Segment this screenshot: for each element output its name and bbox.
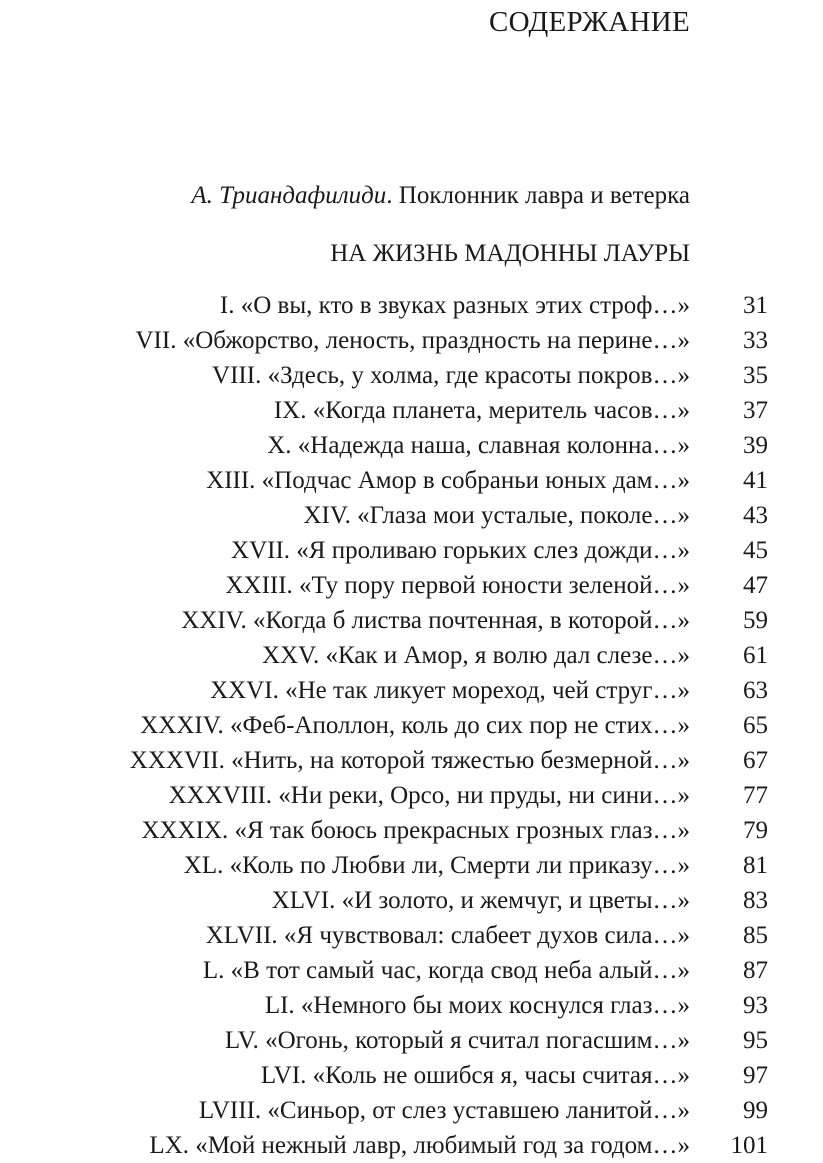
toc-entry-page-number: 95 xyxy=(743,1027,768,1054)
toc-entry-title: LI. «Немного бы моих коснулся глаз…» xyxy=(264,992,690,1019)
toc-entry-title: LX. «Мой нежный лавр, любимый год за годом…» xyxy=(149,1132,690,1159)
toc-entry-page-number: 77 xyxy=(743,782,768,809)
toc-entry xyxy=(0,1023,823,1058)
toc-entry-title: IX. «Когда планета, меритель часов…» xyxy=(273,397,690,424)
toc-entry-title: LVIII. «Синьор, от слез уставшею ланитой…» xyxy=(198,1097,690,1124)
toc-entry xyxy=(0,323,823,358)
toc-entry xyxy=(0,288,823,323)
toc-entry xyxy=(0,918,823,953)
toc-entry xyxy=(0,1128,823,1163)
toc-entry-title: LVI. «Коль не ошибся я, часы считая…» xyxy=(260,1062,690,1089)
toc-entry-page-number: 33 xyxy=(743,327,768,354)
toc-entry-title: X. «Надежда наша, славная колонна…» xyxy=(267,432,690,459)
toc-entry-page-number: 81 xyxy=(743,852,768,879)
toc-entry xyxy=(0,813,823,848)
toc-entry-page-number: 87 xyxy=(743,957,768,984)
toc-entry xyxy=(0,568,823,603)
toc-entry xyxy=(0,883,823,918)
toc-entry xyxy=(0,498,823,533)
toc-entry xyxy=(0,428,823,463)
toc-entry-page-number: 47 xyxy=(743,572,768,599)
toc-entry-page-number: 43 xyxy=(743,502,768,529)
toc-entry-title: VII. «Обжорство, леность, праздность на перине…» xyxy=(135,327,690,354)
toc-entry xyxy=(0,743,823,778)
toc-entry-title: XXIII. «Ту пору первой юности зеленой…» xyxy=(225,572,690,599)
toc-entry xyxy=(0,708,823,743)
toc-entry xyxy=(0,533,823,568)
intro-separator: . xyxy=(386,182,399,209)
toc-entry xyxy=(0,358,823,393)
intro-author: А. Триандафилиди xyxy=(191,182,387,209)
toc-entry-title: I. «О вы, кто в звуках разных этих строф…» xyxy=(219,292,690,319)
toc-entry xyxy=(0,778,823,813)
toc-entry-title: XXXVIII. «Ни реки, Орсо, ни пруды, ни сини…» xyxy=(168,782,690,809)
toc-entry-title: XIV. «Глаза мои усталые, поколе…» xyxy=(303,502,690,529)
toc-entry xyxy=(0,673,823,708)
toc-entry-title: XXV. «Как и Амор, я волю дал слезе…» xyxy=(262,642,690,669)
toc-entry-page-number: 67 xyxy=(743,747,768,774)
toc-entry-page-number: 59 xyxy=(743,607,768,634)
toc-entry-page-number: 45 xyxy=(743,537,768,564)
toc-entry xyxy=(0,953,823,988)
page-title: СОДЕРЖАНИЕ xyxy=(489,6,690,38)
toc-entry-page-number: 83 xyxy=(743,887,768,914)
toc-entry-title: XL. «Коль по Любви ли, Смерти ли приказу…» xyxy=(183,852,690,879)
toc-entry-page-number: 101 xyxy=(730,1132,768,1159)
toc-entry-title: XIII. «Подчас Амор в собраньи юных дам…» xyxy=(206,467,690,494)
toc-entry-title: XXXIV. «Феб-Аполлон, коль до сих пор не стих…» xyxy=(140,712,690,739)
intro-entry xyxy=(191,182,690,210)
toc-entry xyxy=(0,638,823,673)
toc-entry xyxy=(0,1058,823,1093)
intro-title: Поклонник лавра и ветерка xyxy=(398,182,690,209)
toc-entry-title: XVII. «Я проливаю горьких слез дожди…» xyxy=(231,537,690,564)
toc-entry xyxy=(0,988,823,1023)
toc-entry-page-number: 99 xyxy=(743,1097,768,1124)
section-heading: НА ЖИЗНЬ МАДОННЫ ЛАУРЫ xyxy=(330,240,690,267)
toc-entry-title: XLVII. «Я чувствовал: слабеет духов сила…» xyxy=(205,922,690,949)
toc-entry xyxy=(0,848,823,883)
toc-entry-page-number: 93 xyxy=(743,992,768,1019)
toc-entry-title: L. «В тот самый час, когда свод неба алый…» xyxy=(202,957,690,984)
toc-entry xyxy=(0,603,823,638)
toc-entry-title: LV. «Огонь, который я считал погасшим…» xyxy=(224,1027,690,1054)
toc-entry-page-number: 65 xyxy=(743,712,768,739)
toc-entry-title: XXIV. «Когда б листва почтенная, в которой…» xyxy=(181,607,690,634)
toc-entry-title: XXXIX. «Я так боюсь прекрасных грозных глаз…» xyxy=(141,817,690,844)
toc-entry xyxy=(0,393,823,428)
toc-entry xyxy=(0,1093,823,1128)
toc-entry xyxy=(0,463,823,498)
toc-entry-page-number: 31 xyxy=(743,292,768,319)
toc-entry-page-number: 79 xyxy=(743,817,768,844)
toc-entry-page-number: 41 xyxy=(743,467,768,494)
toc-entry-title: XXXVII. «Нить, на которой тяжестью безмерной…» xyxy=(129,747,690,774)
toc-list xyxy=(0,288,823,1163)
toc-entry-page-number: 35 xyxy=(743,362,768,389)
toc-entry-page-number: 61 xyxy=(743,642,768,669)
toc-entry-page-number: 63 xyxy=(743,677,768,704)
toc-entry-title: XLVI. «И золото, и жемчуг, и цветы…» xyxy=(271,887,690,914)
toc-entry-title: XXVI. «Не так ликует мореход, чей струг…» xyxy=(210,677,690,704)
toc-entry-page-number: 37 xyxy=(743,397,768,424)
toc-entry-page-number: 97 xyxy=(743,1062,768,1089)
toc-entry-page-number: 85 xyxy=(743,922,768,949)
toc-entry-page-number: 39 xyxy=(743,432,768,459)
toc-entry-title: VIII. «Здесь, у холма, где красоты покров…» xyxy=(212,362,690,389)
